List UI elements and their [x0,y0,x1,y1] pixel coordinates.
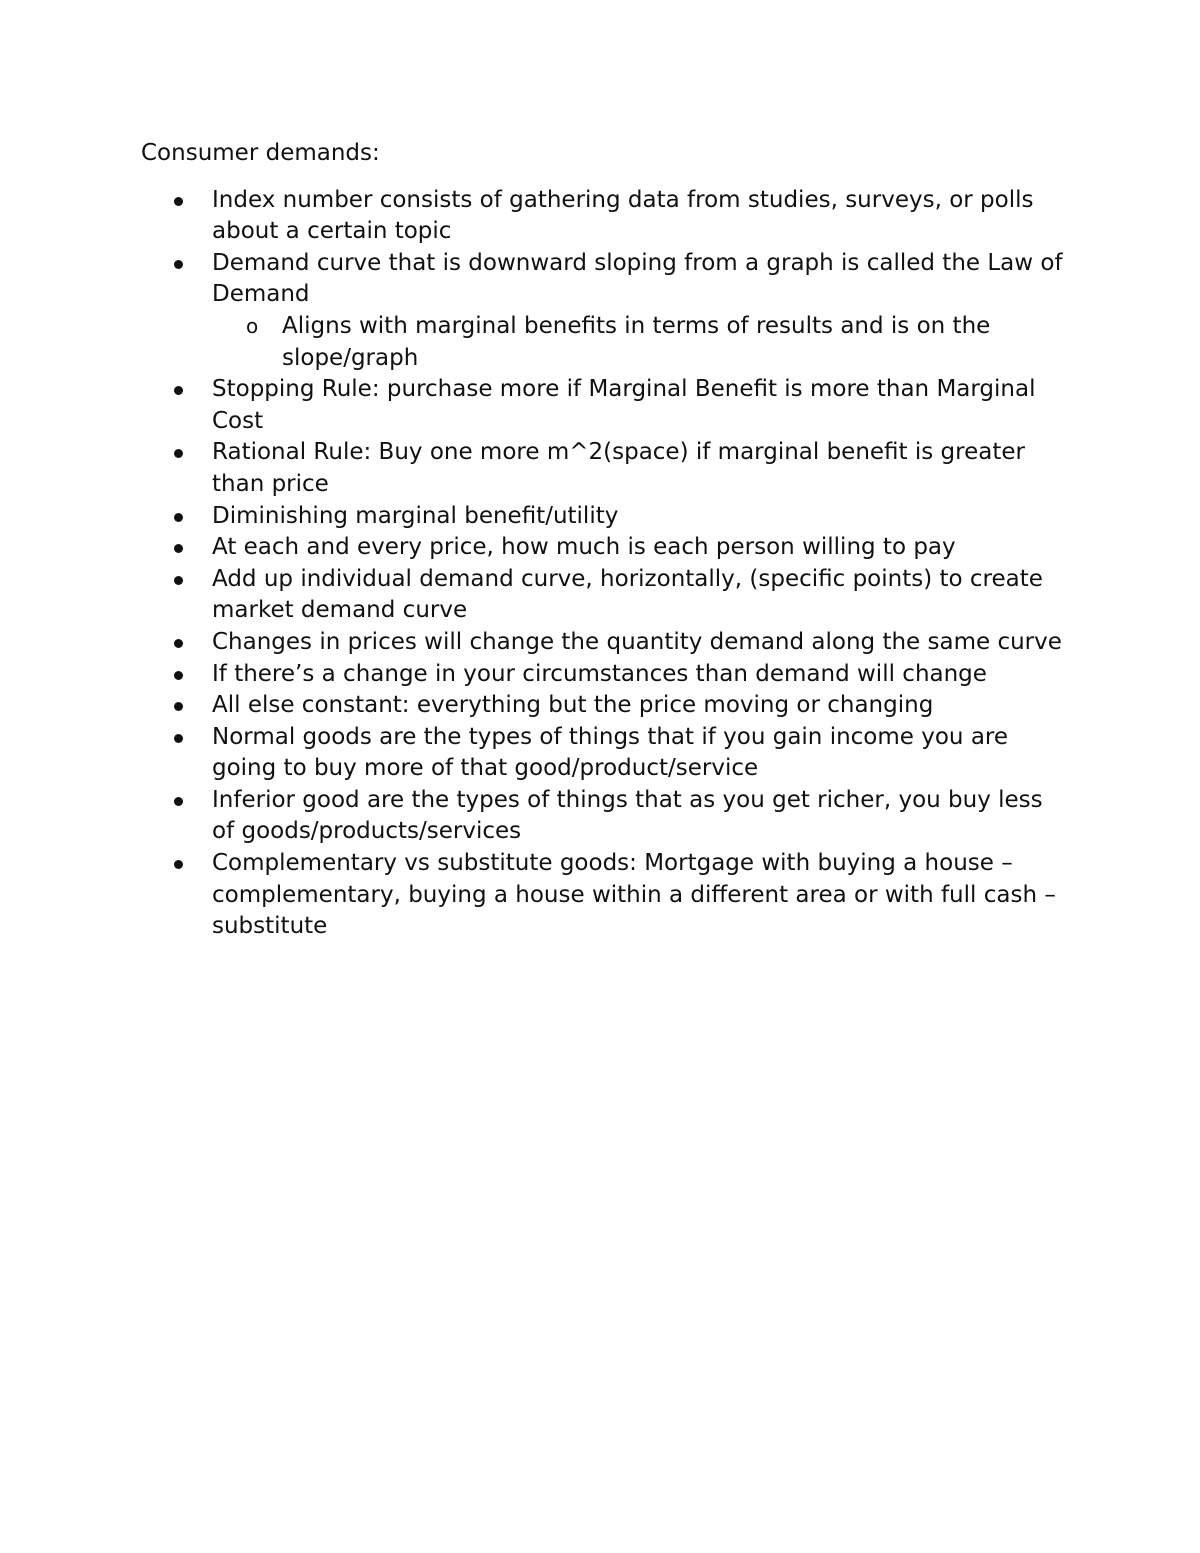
document-heading: Consumer demands: [141,140,380,166]
sub-list-item [212,311,1066,374]
list-item [141,437,1066,500]
bullet-icon [174,260,183,269]
bullet-icon [174,449,183,458]
document-body [141,138,1066,943]
list-item-text: All else constant: everything but the price moving or changing [212,692,934,719]
list-item [141,532,1066,564]
list-item-text: Changes in prices will change the quantity demand along the same curve [212,628,1062,655]
bullet-icon [174,544,183,553]
bullet-icon [174,386,183,395]
list-item [141,659,1066,691]
list-item-text: Add up individual demand curve, horizontally, (specific points) to create market demand curve [212,565,1043,624]
bullet-icon [174,639,183,648]
list-item-text: If there’s a change in your circumstances than demand will change [212,660,987,687]
bullet-icon [174,860,183,869]
list-item-text: Demand curve that is downward sloping from a graph is called the Law of Demand [212,249,1063,308]
list-item-text: Rational Rule: Buy one more m^2(space) if marginal benefit is greater than price [212,439,1025,497]
bullet-list [141,185,1066,943]
list-item-text: Normal goods are the types of things that if you gain income you are going to buy more of that good/product/service [212,723,1009,782]
bullet-icon [174,513,183,522]
list-item-text: Diminishing marginal benefit/utility [212,502,619,529]
list-item [141,185,1066,248]
sub-list [212,311,1066,374]
list-item-text: At each and every price, how much is each person willing to pay [212,534,956,561]
list-item [141,627,1066,659]
bullet-icon [174,671,183,680]
list-item [141,374,1066,437]
list-item [141,248,1066,374]
list-item-text: Complementary vs substitute goods: Mortgage with buying a house – complementary, buying a house within a different area or with full cash – substitute [212,850,1056,940]
list-item [141,690,1066,722]
list-item [141,564,1066,627]
list-item-text: Stopping Rule: purchase more if Marginal Benefit is more than Marginal Cost [212,376,1036,434]
bullet-icon [174,197,183,206]
list-item [141,848,1066,943]
bullet-icon [174,576,183,585]
sub-list-item-text: Aligns with marginal benefits in terms of results and is on the slope/graph [282,312,991,371]
hollow-bullet-icon: o [246,313,259,338]
list-item-text: Index number consists of gathering data from studies, surveys, or polls about a certain topic [212,186,1034,245]
bullet-icon [174,797,183,806]
bullet-icon [174,734,183,743]
bullet-icon [174,702,183,711]
list-item [141,785,1066,848]
list-item [141,722,1066,785]
list-item [141,501,1066,533]
list-item-text: Inferior good are the types of things that as you get richer, you buy less of goods/products/services [212,786,1043,845]
